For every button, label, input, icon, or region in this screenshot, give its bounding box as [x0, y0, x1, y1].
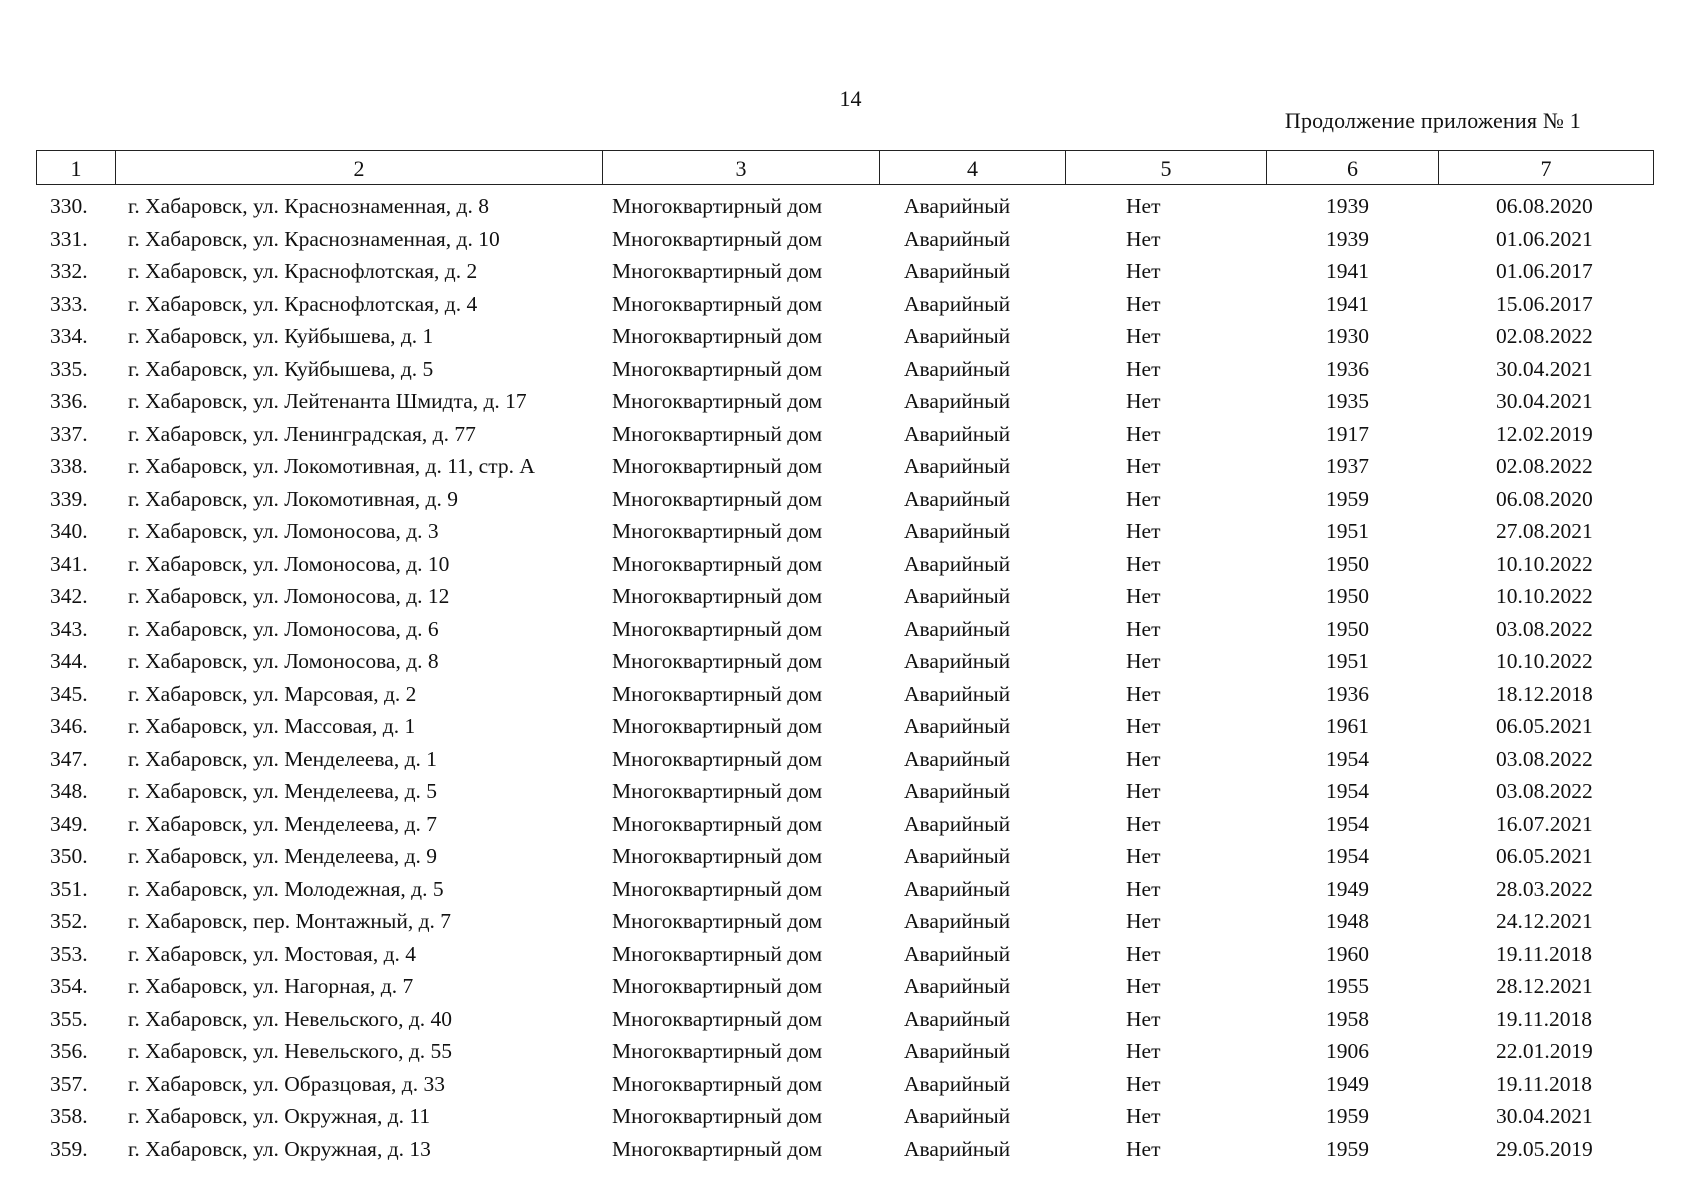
row-flag: Нет — [1126, 226, 1161, 251]
table-row — [36, 255, 1656, 288]
row-year: 1939 — [1326, 226, 1369, 251]
row-building-type: Многоквартирный дом — [612, 551, 823, 576]
row-condition: Аварийный — [904, 1104, 1011, 1128]
column-header: 3 — [603, 151, 880, 185]
row-condition: Аварийный — [904, 1039, 1011, 1063]
table-row — [36, 970, 1656, 1003]
table-row — [36, 483, 1656, 516]
row-condition: Аварийный — [904, 876, 1011, 901]
row-flag: Нет — [1126, 584, 1161, 608]
row-date: 19.11.2018 — [1496, 941, 1592, 966]
row-building-type: Многоквартирный дом — [612, 486, 823, 511]
row-number: 333. — [50, 291, 88, 316]
row-address: г. Хабаровск, ул. Менделеева, д. 9 — [128, 844, 438, 868]
row-flag: Нет — [1126, 746, 1161, 771]
row-building-type: Многоквартирный дом — [612, 291, 823, 316]
row-flag: Нет — [1126, 421, 1161, 446]
row-year: 1951 — [1326, 519, 1369, 543]
row-flag: Нет — [1126, 356, 1161, 381]
row-address: г. Хабаровск, пер. Монтажный, д. 7 — [128, 909, 452, 933]
row-year: 1950 — [1326, 584, 1369, 608]
row-address: г. Хабаровск, ул. Краснознаменная, д. 8 — [128, 194, 489, 218]
row-number: 357. — [50, 1071, 88, 1096]
table-row — [36, 678, 1656, 711]
row-address: г. Хабаровск, ул. Марсовая, д. 2 — [128, 681, 417, 706]
row-year: 1939 — [1326, 194, 1369, 218]
table-row — [36, 873, 1656, 906]
row-date: 30.04.2021 — [1496, 356, 1593, 381]
row-date: 18.12.2018 — [1496, 681, 1593, 706]
table-row — [36, 548, 1656, 581]
row-address: г. Хабаровск, ул. Массовая, д. 1 — [128, 714, 416, 738]
table-row — [36, 775, 1656, 808]
row-year: 1959 — [1326, 486, 1369, 511]
row-number: 345. — [50, 681, 88, 706]
table-row — [36, 645, 1656, 678]
column-header: 1 — [37, 151, 116, 185]
row-date: 28.03.2022 — [1496, 876, 1593, 901]
row-condition: Аварийный — [904, 909, 1011, 933]
row-address: г. Хабаровск, ул. Локомотивная, д. 9 — [128, 486, 458, 511]
row-number: 352. — [50, 909, 88, 933]
row-flag: Нет — [1126, 259, 1161, 283]
row-flag: Нет — [1126, 681, 1161, 706]
row-date: 10.10.2022 — [1496, 584, 1593, 608]
row-building-type: Многоквартирный дом — [612, 974, 823, 998]
row-number: 347. — [50, 746, 88, 771]
row-flag: Нет — [1126, 389, 1161, 413]
row-condition: Аварийный — [904, 746, 1011, 771]
row-building-type: Многоквартирный дом — [612, 616, 823, 641]
table-row — [36, 385, 1656, 418]
row-year: 1961 — [1326, 714, 1369, 738]
row-address: г. Хабаровск, ул. Ломоносова, д. 3 — [128, 519, 439, 543]
table-row — [36, 450, 1656, 483]
row-flag: Нет — [1126, 291, 1161, 316]
row-year: 1950 — [1326, 616, 1369, 641]
row-year: 1930 — [1326, 324, 1369, 348]
row-number: 344. — [50, 649, 88, 673]
row-condition: Аварийный — [904, 714, 1011, 738]
row-date: 12.02.2019 — [1496, 421, 1593, 446]
row-flag: Нет — [1126, 486, 1161, 511]
row-date: 10.10.2022 — [1496, 649, 1593, 673]
table-row — [36, 905, 1656, 938]
row-year: 1941 — [1326, 259, 1369, 283]
row-year: 1954 — [1326, 779, 1369, 803]
row-address: г. Хабаровск, ул. Краснознаменная, д. 10 — [128, 226, 500, 251]
column-header: 7 — [1439, 151, 1654, 185]
row-flag: Нет — [1126, 194, 1161, 218]
row-date: 02.08.2022 — [1496, 324, 1593, 348]
column-header: 2 — [116, 151, 603, 185]
row-number: 348. — [50, 779, 88, 803]
row-address: г. Хабаровск, ул. Ленинградская, д. 77 — [128, 421, 476, 446]
row-date: 03.08.2022 — [1496, 616, 1593, 641]
row-address: г. Хабаровск, ул. Краснофлотская, д. 2 — [128, 259, 478, 283]
row-building-type: Многоквартирный дом — [612, 1104, 823, 1128]
row-condition: Аварийный — [904, 681, 1011, 706]
row-flag: Нет — [1126, 1136, 1161, 1161]
table-row — [36, 840, 1656, 873]
row-year: 1949 — [1326, 876, 1369, 901]
table-row — [36, 1035, 1656, 1068]
row-flag: Нет — [1126, 1071, 1161, 1096]
row-number: 342. — [50, 584, 88, 608]
row-flag: Нет — [1126, 1104, 1161, 1128]
row-flag: Нет — [1126, 454, 1161, 478]
row-year: 1959 — [1326, 1104, 1369, 1128]
table-row — [36, 743, 1656, 776]
table-row — [36, 1068, 1656, 1101]
row-building-type: Многоквартирный дом — [612, 714, 823, 738]
row-condition: Аварийный — [904, 1136, 1011, 1161]
row-condition: Аварийный — [904, 1071, 1011, 1096]
table-row — [36, 710, 1656, 743]
row-number: 350. — [50, 844, 88, 868]
row-condition: Аварийный — [904, 519, 1011, 543]
row-year: 1936 — [1326, 681, 1369, 706]
table-row — [36, 613, 1656, 646]
row-building-type: Многоквартирный дом — [612, 519, 823, 543]
row-address: г. Хабаровск, ул. Менделеева, д. 5 — [128, 779, 438, 803]
table-row — [36, 288, 1656, 321]
table-row — [36, 808, 1656, 841]
row-date: 16.07.2021 — [1496, 811, 1593, 836]
row-date: 06.05.2021 — [1496, 714, 1593, 738]
row-number: 330. — [50, 194, 88, 218]
row-flag: Нет — [1126, 519, 1161, 543]
row-address: г. Хабаровск, ул. Образцовая, д. 33 — [128, 1071, 445, 1096]
row-building-type: Многоквартирный дом — [612, 1039, 823, 1063]
row-address: г. Хабаровск, ул. Ломоносова, д. 6 — [128, 616, 439, 641]
row-number: 346. — [50, 714, 88, 738]
row-condition: Аварийный — [904, 649, 1011, 673]
row-building-type: Многоквартирный дом — [612, 356, 823, 381]
row-year: 1948 — [1326, 909, 1369, 933]
row-address: г. Хабаровск, ул. Менделеева, д. 1 — [128, 746, 438, 771]
row-year: 1917 — [1326, 421, 1369, 446]
row-building-type: Многоквартирный дом — [612, 1006, 823, 1031]
row-address: г. Хабаровск, ул. Лейтенанта Шмидта, д. 17 — [128, 389, 527, 413]
row-condition: Аварийный — [904, 259, 1011, 283]
row-year: 1951 — [1326, 649, 1369, 673]
row-number: 332. — [50, 259, 88, 283]
row-building-type: Многоквартирный дом — [612, 389, 823, 413]
row-condition: Аварийный — [904, 291, 1011, 316]
row-building-type: Многоквартирный дом — [612, 454, 823, 478]
table-row — [36, 1133, 1656, 1166]
row-address: г. Хабаровск, ул. Локомотивная, д. 11, стр. А — [128, 454, 535, 478]
row-flag: Нет — [1126, 649, 1161, 673]
row-number: 354. — [50, 974, 88, 998]
row-flag: Нет — [1126, 1006, 1161, 1031]
row-condition: Аварийный — [904, 454, 1011, 478]
row-building-type: Многоквартирный дом — [612, 226, 823, 251]
row-date: 29.05.2019 — [1496, 1136, 1593, 1161]
row-building-type: Многоквартирный дом — [612, 844, 823, 868]
row-address: г. Хабаровск, ул. Невельского, д. 55 — [128, 1039, 453, 1063]
column-header: 5 — [1066, 151, 1267, 185]
row-year: 1958 — [1326, 1006, 1369, 1031]
row-date: 02.08.2022 — [1496, 454, 1593, 478]
row-date: 24.12.2021 — [1496, 909, 1593, 933]
row-year: 1954 — [1326, 811, 1369, 836]
row-condition: Аварийный — [904, 1006, 1011, 1031]
row-address: г. Хабаровск, ул. Нагорная, д. 7 — [128, 974, 414, 998]
row-condition: Аварийный — [904, 844, 1011, 868]
table-row — [36, 418, 1656, 451]
row-number: 349. — [50, 811, 88, 836]
row-flag: Нет — [1126, 551, 1161, 576]
row-date: 10.10.2022 — [1496, 551, 1593, 576]
row-address: г. Хабаровск, ул. Менделеева, д. 7 — [128, 811, 438, 836]
row-year: 1937 — [1326, 454, 1369, 478]
row-building-type: Многоквартирный дом — [612, 1071, 823, 1096]
row-condition: Аварийный — [904, 389, 1011, 413]
row-flag: Нет — [1126, 876, 1161, 901]
row-year: 1955 — [1326, 974, 1369, 998]
column-header: 4 — [880, 151, 1066, 185]
row-date: 06.08.2020 — [1496, 194, 1593, 218]
row-number: 339. — [50, 486, 88, 511]
row-year: 1906 — [1326, 1039, 1369, 1063]
row-flag: Нет — [1126, 941, 1161, 966]
row-flag: Нет — [1126, 844, 1161, 868]
row-address: г. Хабаровск, ул. Ломоносова, д. 8 — [128, 649, 439, 673]
row-number: 336. — [50, 389, 88, 413]
table-row — [36, 1100, 1656, 1133]
row-building-type: Многоквартирный дом — [612, 1136, 823, 1161]
row-address: г. Хабаровск, ул. Ломоносова, д. 12 — [128, 584, 450, 608]
column-header-table — [36, 150, 1654, 185]
row-address: г. Хабаровск, ул. Молодежная, д. 5 — [128, 876, 444, 901]
row-number: 331. — [50, 226, 88, 251]
row-address: г. Хабаровск, ул. Окружная, д. 13 — [128, 1136, 431, 1161]
row-building-type: Многоквартирный дом — [612, 194, 823, 218]
row-condition: Аварийный — [904, 584, 1011, 608]
row-building-type: Многоквартирный дом — [612, 649, 823, 673]
row-date: 28.12.2021 — [1496, 974, 1593, 998]
row-building-type: Многоквартирный дом — [612, 259, 823, 283]
row-condition: Аварийный — [904, 226, 1011, 251]
row-date: 01.06.2017 — [1496, 259, 1593, 283]
row-condition: Аварийный — [904, 779, 1011, 803]
row-address: г. Хабаровск, ул. Куйбышева, д. 1 — [128, 324, 434, 348]
row-year: 1954 — [1326, 844, 1369, 868]
table-row — [36, 223, 1656, 256]
table-row — [36, 353, 1656, 386]
table-body — [36, 190, 1656, 1165]
table-row — [36, 190, 1656, 223]
row-number: 353. — [50, 941, 88, 966]
row-date: 15.06.2017 — [1496, 291, 1593, 316]
row-date: 30.04.2021 — [1496, 1104, 1593, 1128]
row-number: 340. — [50, 519, 88, 543]
row-flag: Нет — [1126, 909, 1161, 933]
row-building-type: Многоквартирный дом — [612, 779, 823, 803]
row-condition: Аварийный — [904, 324, 1011, 348]
table-row — [36, 320, 1656, 353]
row-building-type: Многоквартирный дом — [612, 681, 823, 706]
row-condition: Аварийный — [904, 551, 1011, 576]
row-building-type: Многоквартирный дом — [612, 324, 823, 348]
row-address: г. Хабаровск, ул. Невельского, д. 40 — [128, 1006, 453, 1031]
row-flag: Нет — [1126, 1039, 1161, 1063]
row-condition: Аварийный — [904, 616, 1011, 641]
row-number: 359. — [50, 1136, 88, 1161]
row-date: 19.11.2018 — [1496, 1071, 1592, 1096]
row-year: 1936 — [1326, 356, 1369, 381]
row-address: г. Хабаровск, ул. Краснофлотская, д. 4 — [128, 291, 478, 316]
row-flag: Нет — [1126, 324, 1161, 348]
row-condition: Аварийный — [904, 356, 1011, 381]
row-date: 22.01.2019 — [1496, 1039, 1593, 1063]
continuation-heading: Продолжение приложения № 1 — [1284, 108, 1581, 133]
row-year: 1954 — [1326, 746, 1369, 771]
row-building-type: Многоквартирный дом — [612, 746, 823, 771]
row-building-type: Многоквартирный дом — [612, 909, 823, 933]
row-year: 1935 — [1326, 389, 1369, 413]
row-date: 06.08.2020 — [1496, 486, 1593, 511]
row-address: г. Хабаровск, ул. Мостовая, д. 4 — [128, 941, 417, 966]
row-condition: Аварийный — [904, 811, 1011, 836]
table-row — [36, 580, 1656, 613]
row-number: 334. — [50, 324, 88, 348]
row-number: 338. — [50, 454, 88, 478]
row-date: 06.05.2021 — [1496, 844, 1593, 868]
row-flag: Нет — [1126, 616, 1161, 641]
row-condition: Аварийный — [904, 486, 1011, 511]
row-year: 1941 — [1326, 291, 1369, 316]
row-date: 03.08.2022 — [1496, 746, 1593, 771]
row-address: г. Хабаровск, ул. Окружная, д. 11 — [128, 1104, 431, 1128]
row-number: 343. — [50, 616, 88, 641]
row-number: 341. — [50, 551, 88, 576]
row-number: 337. — [50, 421, 88, 446]
row-building-type: Многоквартирный дом — [612, 811, 823, 836]
table-row — [36, 515, 1656, 548]
table-row — [36, 1003, 1656, 1036]
row-building-type: Многоквартирный дом — [612, 876, 823, 901]
row-year: 1950 — [1326, 551, 1369, 576]
row-year: 1960 — [1326, 941, 1369, 966]
row-date: 27.08.2021 — [1496, 519, 1593, 543]
row-number: 356. — [50, 1039, 88, 1063]
row-number: 355. — [50, 1006, 88, 1031]
row-building-type: Многоквартирный дом — [612, 421, 823, 446]
header-row — [37, 151, 1654, 185]
row-building-type: Многоквартирный дом — [612, 941, 823, 966]
row-condition: Аварийный — [904, 421, 1011, 446]
row-flag: Нет — [1126, 974, 1161, 998]
row-building-type: Многоквартирный дом — [612, 584, 823, 608]
row-address: г. Хабаровск, ул. Ломоносова, д. 10 — [128, 551, 450, 576]
row-flag: Нет — [1126, 714, 1161, 738]
table-row — [36, 938, 1656, 971]
row-condition: Аварийный — [904, 941, 1011, 966]
row-flag: Нет — [1126, 811, 1161, 836]
page-number: 14 — [839, 86, 862, 111]
row-number: 358. — [50, 1104, 88, 1128]
row-year: 1949 — [1326, 1071, 1369, 1096]
row-number: 351. — [50, 876, 88, 901]
column-header: 6 — [1267, 151, 1439, 185]
row-flag: Нет — [1126, 779, 1161, 803]
row-date: 19.11.2018 — [1496, 1006, 1592, 1031]
row-year: 1959 — [1326, 1136, 1369, 1161]
row-date: 03.08.2022 — [1496, 779, 1593, 803]
row-condition: Аварийный — [904, 974, 1011, 998]
row-date: 01.06.2021 — [1496, 226, 1593, 251]
row-condition: Аварийный — [904, 194, 1011, 218]
row-number: 335. — [50, 356, 88, 381]
row-address: г. Хабаровск, ул. Куйбышева, д. 5 — [128, 356, 434, 381]
row-date: 30.04.2021 — [1496, 389, 1593, 413]
